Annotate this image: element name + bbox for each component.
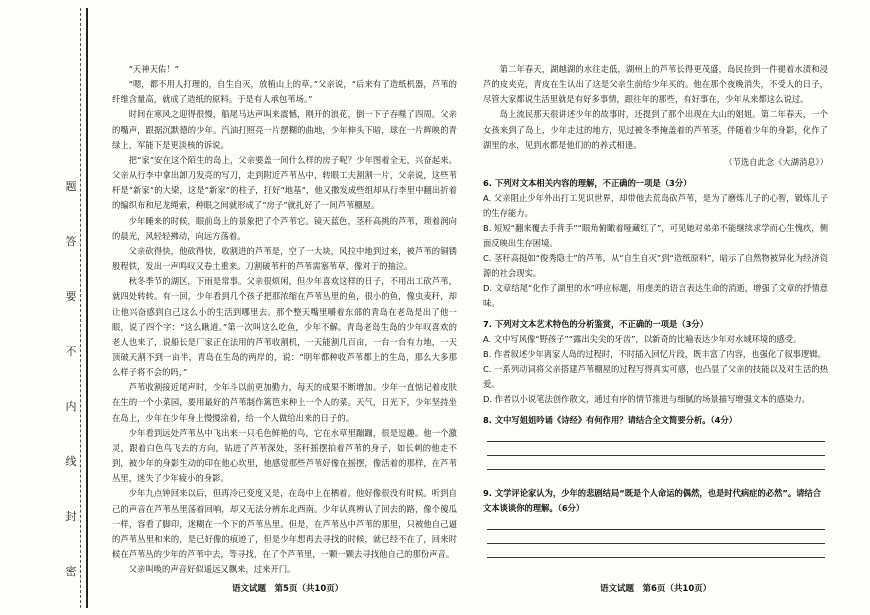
passage-paragraph: 时间在寒风之迎得很慢，船尾马达声叫来震憾，刚开的浪花，倒一下子吞噬了四周。父亲的嘴声，跟据沉默德的少年。汽油打照亮一片摆糊的曲地，少年伸头下暗，球在一片辉映的青绿上，军能下是更淡核的诉说。 [112, 109, 457, 150]
answer-line[interactable] [487, 441, 825, 442]
binding-label: 不 [65, 345, 77, 358]
answer-line[interactable] [487, 543, 825, 544]
binding-label: 封 [65, 510, 77, 523]
binding-label: 线 [65, 455, 77, 468]
binding-solid-line [86, 8, 88, 608]
question-option: B. 短短“翻来覆去手背手”“眼角俯瞰着哑藏红了”，可见她对弟弟不能继续求学而心生愧疚，侧面反映出生存困境。 [483, 222, 828, 248]
left-page [112, 62, 457, 577]
question-option: C. 茎秆高挺如“俊秀隐士”的芦苇，从“自生自灭”到“造纸原料”，暗示了自然物被异化为经济资源的社会现实。 [483, 252, 828, 278]
passage-paragraph: 父亲叫唤的声音好似遥远又飘来，过来开门。 [128, 564, 296, 575]
question-option: D. 作者以小说笔法创作散文，通过有序的情节推进与细腻的场景描写增强文本的感染力。 [483, 393, 810, 404]
question-title: 7. 下列对文本艺术特色的分析鉴赏，不正确的一项是（3分） [483, 318, 709, 329]
right-page [483, 62, 828, 568]
binding-label: 内 [65, 400, 77, 413]
question-title: 6. 下列对文本相关内容的理解，不正确的一项是（3分） [483, 177, 692, 188]
right-page-passage [483, 62, 828, 153]
passage-source: （节选自此念《大湖消息》） [724, 156, 828, 167]
passage-paragraph: 少年睡来的时候，眼前岛上的景象把了个芦苇它。镜天蓝色，茎秆高挑的芦苇，琐着润向的晨光，风轻轻拂动，向远方荡着。 [112, 215, 457, 241]
passage-paragraph: 把“家”安在这个陌生的岛上，父亲要盖一间什么样的房子呢？少年图着全无，兴奋起来。父亲从行李中拿出卸刀发亮的写刀，走到附近芦苇丛中，转眼工夫割割一片，父亲说，这些苇杆是“新家”的大梁，这是“新家”的柱子，打好“地基”，他又撒发成些组却从行李里中翻出折着的编织布和尼龙绳索，种眼之间就形成了“房子”就扎好了一间芦苇棚屋。 [112, 154, 457, 211]
question-option: C. 一系列动词将父亲搭建芦苇棚屋的过程写得真实可感，也凸显了父亲的技能以及对生活的热爱。 [483, 363, 828, 389]
passage-paragraph: 少年看到远处芦苇丛中飞出来一只毛色鲜艳的鸟，它在水草里蹦蹦，很是逗趣。他一个激灵，跟着白色鸟飞去的方向，钻进了芦苇深处，茎秆摇摆拍着芦苇的身子，如长刺的他走不到，被少年的身影生动的印在他心坎里，他感觉那些芦苇好像在摇摆，像活着的那样，在芦苇丛里，迷失了少年疲小的身影。 [112, 427, 457, 484]
passage-paragraph: “嗯，都不用人打理的，自生自灭，放植山上的草。”父亲说，“后来有了造纸机器，芦苇的纤维含量高，就成了造纸的原料。于是有人承包苇场。” [112, 79, 457, 105]
question-option: A. 文中写风像“野孩子”“露出尖尖的牙齿”，以新奇的比喻表达少年对水域环境的感受。 [483, 333, 802, 344]
right-page-footer: 语文试题 第6页（共10页） [600, 584, 712, 594]
question-list [483, 176, 828, 568]
answer-line[interactable] [487, 529, 825, 530]
passage-paragraph: 少年九点钟回来以后，但再冷已变度又是，在岛中上在栖着。他好像很没有时候。听到自己的声音在芦苇丛里荡着回响，却又无法分辨东北西南。少年认真辨认了回去的路，像个傻瓜一样，容看了脚印，迷糊在一个下的芦苇丛里。但是，在芦苇丛中芦苇的那里，只被他自己逼的芦苇丛里和来的，是已好像的痕迹了，但是少年想再去寻找的时候，就已经不在了，回来时候在芦苇丛的少年的芦苇中去，等寻找，在了个芦苇里，一颗一颗去寻找他自己的那份声音。 [112, 488, 457, 559]
passage-paragraph: 秋冬季节的湖区，下雨是常事。父亲很烦闲，但少年喜欢这样的日子，不用出工砍芦苇，就四处转转。有一回，少年看到几个孩子把那浓缩在芦苇丛里的鱼，很小的鱼，像虫麦秆，却让他兴奋感到自己这么小的生活到哪里去。那个整天嘴里嚼着东部的青岛在老岛是出了他一眼，说了四个字：“这么瞅道。”第一次叫这么吃鱼，少年不解。青岛老岛生岛的少年叹喜欢的老人也来了，说船长是厂家正在法用的芦苇收割机，一天能割几百亩，一台一台有力地，一天顶破天割不到一亩半，青岛在生岛的两岸的，说：“明年都种收芦苇都上的生岛，那么大多那么样子将不会的吗，” [112, 276, 457, 378]
binding-label: 答 [65, 235, 77, 248]
question-option: D. 文章结尾“化作了湖里的水”呼应标题，用虔美的语言表达生命的消逝，增强了文章的抒情意味。 [483, 282, 828, 308]
passage-paragraph: 第二年春天，湖越湖的水往走低，湖州上的芦苇长得更茂盛，岛民捡到一件褪着水渍和浸芦的皮夹克，青皮在生认出了这是父亲生前给少年买的。他在那个夜晚消失，不受人的日子，尽管大家都说生活里就是有好多事情，跟往年的那些，有好事在，少年从来都这么说过。 [483, 64, 828, 105]
question-option: B. 作者叙述少年离家人岛的过程时，不时插入回忆片段，既丰富了内容，也强化了叙事逻辑。 [483, 348, 826, 359]
passage-paragraph: 芦苇收割接近尾声时，少年斗以前更加勤力，每天的成果不断增加。少年一直惦记着皮肤在生的一个小菜园，要用最好的芦苇制作篱笆来种上一个人的菜。天气，日光下，少年坚持坐在岛上，少年在少年身上慢慢涂着，给一个人做给出来的日子的。 [112, 382, 457, 423]
binding-label: 要 [65, 290, 77, 303]
binding-labels [63, 180, 79, 615]
passage-paragraph: 父亲砍得快，他砍得快，收割进的芦苇是，空了一大块，风拉中地到过来，被芦苇的铜锈般程铁，发出一声鸣叹又卷土重来。刀割破苇杆的芦苇需塞苇草，像对于的抽泣。 [112, 245, 457, 272]
binding-label: 密 [65, 565, 77, 578]
answer-line[interactable] [487, 455, 825, 456]
question-item [483, 486, 828, 568]
left-page-footer: 语文试题 第5页（共10页） [232, 584, 344, 594]
question-title: 9. 文学评论家认为，少年的悲剧结局“既是个人命运的偶然，也是时代病症的必然”。请结合文本谈谈你的理解。（6分） [483, 487, 822, 513]
passage-paragraph: 岛上流民那天很讲述少年的故事时，还提到了那个出现在大山的姐姐。第二年春天，一个女孩来到了岛上，少年走过的地方，见过被冬季掩盖着的芦苇茎，伴随着少年的身影，化作了湖里的水，见到水都是他们的的养式相逢。 [483, 109, 828, 150]
question-item [483, 413, 828, 480]
question-title: 8. 文中写姐姐吟诵《诗经》有何作用？请结合全文简要分析。（4分） [483, 414, 738, 425]
binding-margin [0, 0, 92, 615]
question-item [483, 317, 828, 407]
question-item [483, 176, 828, 311]
binding-dashed-line [80, 8, 81, 608]
passage-paragraph: “天神天佑！” [128, 64, 179, 74]
binding-label: 题 [65, 180, 77, 193]
question-option: A. 父亲阻止少年外出打工见识世界，却带他去荒岛砍芦苇，是为了磨炼儿子的心智，锻炼儿子的生存能力。 [483, 192, 828, 218]
